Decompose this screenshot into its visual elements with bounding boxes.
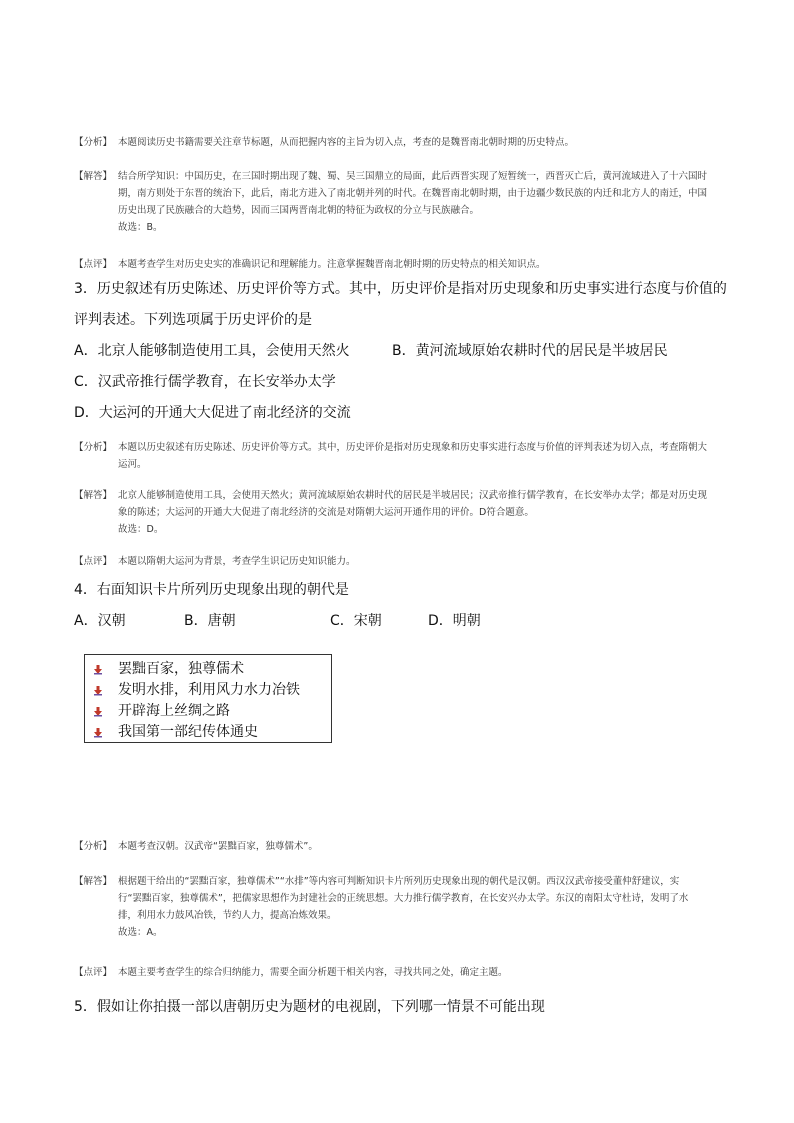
comment-tag: 【点评】 bbox=[74, 556, 113, 567]
answer-line: 期，南方则处于东晋的统治下，此后，南北方进入了南北朝并列的时代。在魏晋南北朝时期，由于边疆少数民族的内迁和北方人的南迁，中国 bbox=[118, 188, 708, 199]
question-4-line-1: 4．右面知识卡片所列历史现象出现的朝代是 bbox=[74, 582, 349, 598]
q4-option-d[interactable]: D．明朝 bbox=[428, 613, 481, 629]
answer-tag: 【解答】 bbox=[74, 171, 113, 182]
q3-option-a[interactable]: A．北京人能够制造使用工具，会使用天然火 bbox=[74, 343, 350, 359]
card-item-text: 发明水排，利用风力水力冶铁 bbox=[118, 681, 300, 698]
card-item bbox=[85, 721, 331, 742]
q3-option-d[interactable]: D．大运河的开通大大促进了南北经济的交流 bbox=[74, 405, 351, 421]
answer-line: 结合所学知识：中国历史，在三国时期出现了魏、蜀、吴三国鼎立的局面，此后西晋实现了短暂统一，西晋灭亡后，黄河流域进入了十六国时 bbox=[118, 171, 708, 182]
q4-option-b[interactable]: B．唐朝 bbox=[184, 613, 236, 629]
card-item-text: 我国第一部纪传体通史 bbox=[118, 723, 258, 740]
arrow-bullet-icon bbox=[92, 726, 104, 738]
analysis-text: 本题考查汉朝。汉武帝“罢黜百家，独尊儒术”。 bbox=[118, 841, 318, 852]
analysis-line: 本题以历史叙述有历史陈述、历史评价等方式。其中，历史评价是指对历史现象和历史事实进行态度与价值的评判表述为切入点，考查隋朝大 bbox=[118, 442, 708, 453]
answer-line: 行“罢黜百家，独尊儒术”，把儒家思想作为封建社会的正统思想。大力推行儒学教育，在长安兴办太学。东汉的南阳太守杜诗，发明了水 bbox=[118, 893, 689, 904]
answer-tag: 【解答】 bbox=[74, 490, 113, 501]
q4-option-c[interactable]: C．宋朝 bbox=[330, 613, 382, 629]
card-item bbox=[85, 700, 331, 721]
analysis-text: 本题阅读历史书籍需要关注章节标题，从而把握内容的主旨为切入点，考查的是魏晋南北朝时期的历史特点。 bbox=[118, 137, 575, 148]
card-item bbox=[85, 658, 331, 679]
comment-text: 本题考查学生对历史史实的准确识记和理解能力。注意掌握魏晋南北朝时期的历史特点的相关知识点。 bbox=[118, 259, 546, 270]
question-3-line-1: 3．历史叙述有历史陈述、历史评价等方式。其中，历史评价是指对历史现象和历史事实进行态度与价值的 bbox=[74, 281, 727, 297]
q3-option-b[interactable]: B．黄河流域原始农耕时代的居民是半坡居民 bbox=[392, 343, 668, 359]
arrow-bullet-icon bbox=[92, 684, 104, 696]
q4-option-a[interactable]: A．汉朝 bbox=[74, 613, 126, 629]
question-3-line-2: 评判表述。下列选项属于历史评价的是 bbox=[74, 312, 312, 328]
answer-line: 历史出现了民族融合的大趋势，因而三国两晋南北朝的特征为政权的分立与民族融合。 bbox=[118, 205, 480, 216]
answer-line: 象的陈述；大运河的开通大大促进了南北经济的交流是对隋朝大运河开通作用的评价。D符合题意。 bbox=[118, 507, 534, 518]
analysis-tag: 【分析】 bbox=[74, 841, 113, 852]
knowledge-card bbox=[84, 654, 332, 743]
comment-text: 本题以隋朝大运河为背景，考查学生识记历史知识能力。 bbox=[118, 556, 356, 567]
card-item bbox=[85, 679, 331, 700]
answer-line: 故选：A。 bbox=[118, 927, 163, 938]
question-5-line-1: 5．假如让你拍摄一部以唐朝历史为题材的电视剧，下列哪一情景不可能出现 bbox=[74, 999, 545, 1015]
arrow-bullet-icon bbox=[92, 663, 104, 675]
answer-line: 故选：D。 bbox=[118, 524, 164, 535]
answer-line: 故选：B。 bbox=[118, 222, 163, 233]
comment-tag: 【点评】 bbox=[74, 967, 113, 978]
analysis-tag: 【分析】 bbox=[74, 442, 113, 453]
q3-option-c[interactable]: C．汉武帝推行儒学教育，在长安举办太学 bbox=[74, 374, 336, 390]
analysis-line: 运河。 bbox=[118, 459, 147, 470]
analysis-tag: 【分析】 bbox=[74, 137, 113, 148]
answer-line: 排，利用水力鼓风冶铁，节约人力，提高冶炼效果。 bbox=[118, 910, 337, 921]
comment-text: 本题主要考查学生的综合归纳能力，需要全面分析题干相关内容，寻找共同之处，确定主题。 bbox=[118, 967, 508, 978]
comment-tag: 【点评】 bbox=[74, 259, 113, 270]
answer-tag: 【解答】 bbox=[74, 876, 113, 887]
arrow-bullet-icon bbox=[92, 705, 104, 717]
answer-line: 北京人能够制造使用工具，会使用天然火；黄河流域原始农耕时代的居民是半坡居民；汉武帝推行儒学教育，在长安举办太学；都是对历史现 bbox=[118, 490, 708, 501]
card-item-text: 开辟海上丝绸之路 bbox=[118, 702, 230, 719]
answer-line: 根据题干给出的“罢黜百家，独尊儒术”“水排”等内容可判断知识卡片所列历史现象出现的朝代是汉朝。西汉汉武帝接受董仲舒建议，实 bbox=[118, 876, 680, 887]
card-item-text: 罢黜百家，独尊儒术 bbox=[118, 660, 244, 677]
